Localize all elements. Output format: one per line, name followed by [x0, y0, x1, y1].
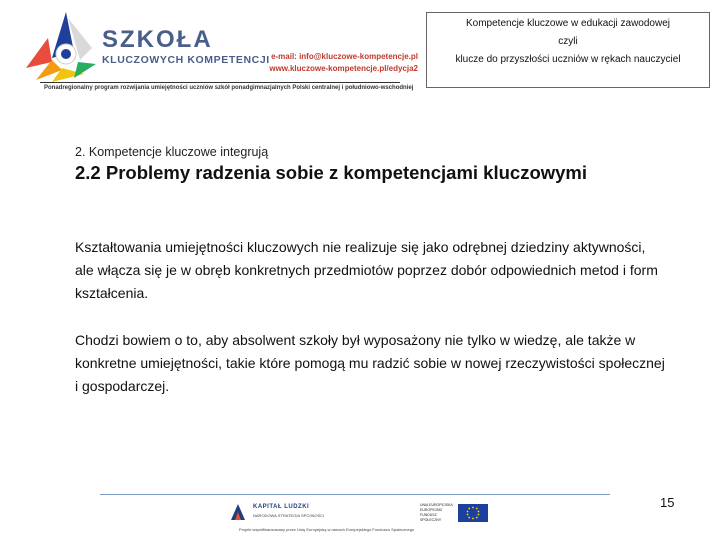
footer-note: Projekt współfinansowany przez Unię Europejską w ramach Europejskiego Funduszu Społecznego	[239, 527, 415, 532]
logo-subtitle: KLUCZOWYCH KOMPETENCJI	[102, 54, 270, 66]
footer-logos	[215, 500, 505, 534]
header-box-line1: Kompetencje kluczowe w edukacji zawodowej	[466, 18, 670, 29]
kapital-ludzki-logo	[229, 502, 325, 524]
school-logo	[22, 8, 422, 92]
logo-www: www.kluczowe-kompetencje.pl/edycja2	[269, 64, 418, 73]
logo-title: SZKOŁA	[102, 26, 213, 53]
header-title-box	[426, 12, 710, 88]
logo-email: e-mail: info@kluczowe-kompetencje.pl	[271, 52, 418, 61]
footer-divider	[100, 494, 610, 495]
page-title: 2.2 Problemy radzenia sobie z kompetencjami kluczowymi	[75, 162, 588, 183]
paragraph-1: Kształtowania umiejętności kluczowych nie realizuje się jako odrębnej dziedziny aktywności, ale włącza się je w obręb konkretnych przedmiotów poprzez dobór odpowiednich metod i form kształcenia.	[75, 239, 658, 301]
header-box-line3: klucze do przyszłości uczniów w rękach nauczyciel	[455, 54, 681, 65]
header-divider	[40, 82, 400, 83]
page-number: 15	[660, 495, 675, 510]
section-label: 2. Kompetencje kluczowe integrują	[75, 145, 269, 159]
eu-text: UNIA EUROPEJSKA EUROPEJSKI FUNDUSZ SPOŁECZNY	[420, 503, 453, 522]
eu-flag-icon	[458, 504, 488, 522]
fund-title: KAPITAŁ LUDZKI	[253, 504, 310, 510]
school-logo-icon	[22, 8, 110, 84]
eu-logo	[420, 502, 490, 524]
kapital-ludzki-logo-icon	[229, 502, 247, 522]
fund-subtitle: NARODOWA STRATEGIA SPÓJNOŚCI	[253, 513, 325, 518]
header-box-line2: czyli	[558, 36, 578, 47]
program-line: Ponadregionalny program rozwijania umiejętności uczniów szkół ponadgimnazjalnych Polski centralnej i południowo-wschodniej	[44, 85, 414, 91]
paragraph-2: Chodzi bowiem o to, aby absolwent szkoły był wyposażony nie tylko w wiedzę, ale także w konkretne umiejętności, takie które pomogą mu radzić sobie w nowej rzeczywistości społecznej i gospodarczej.	[75, 332, 665, 394]
